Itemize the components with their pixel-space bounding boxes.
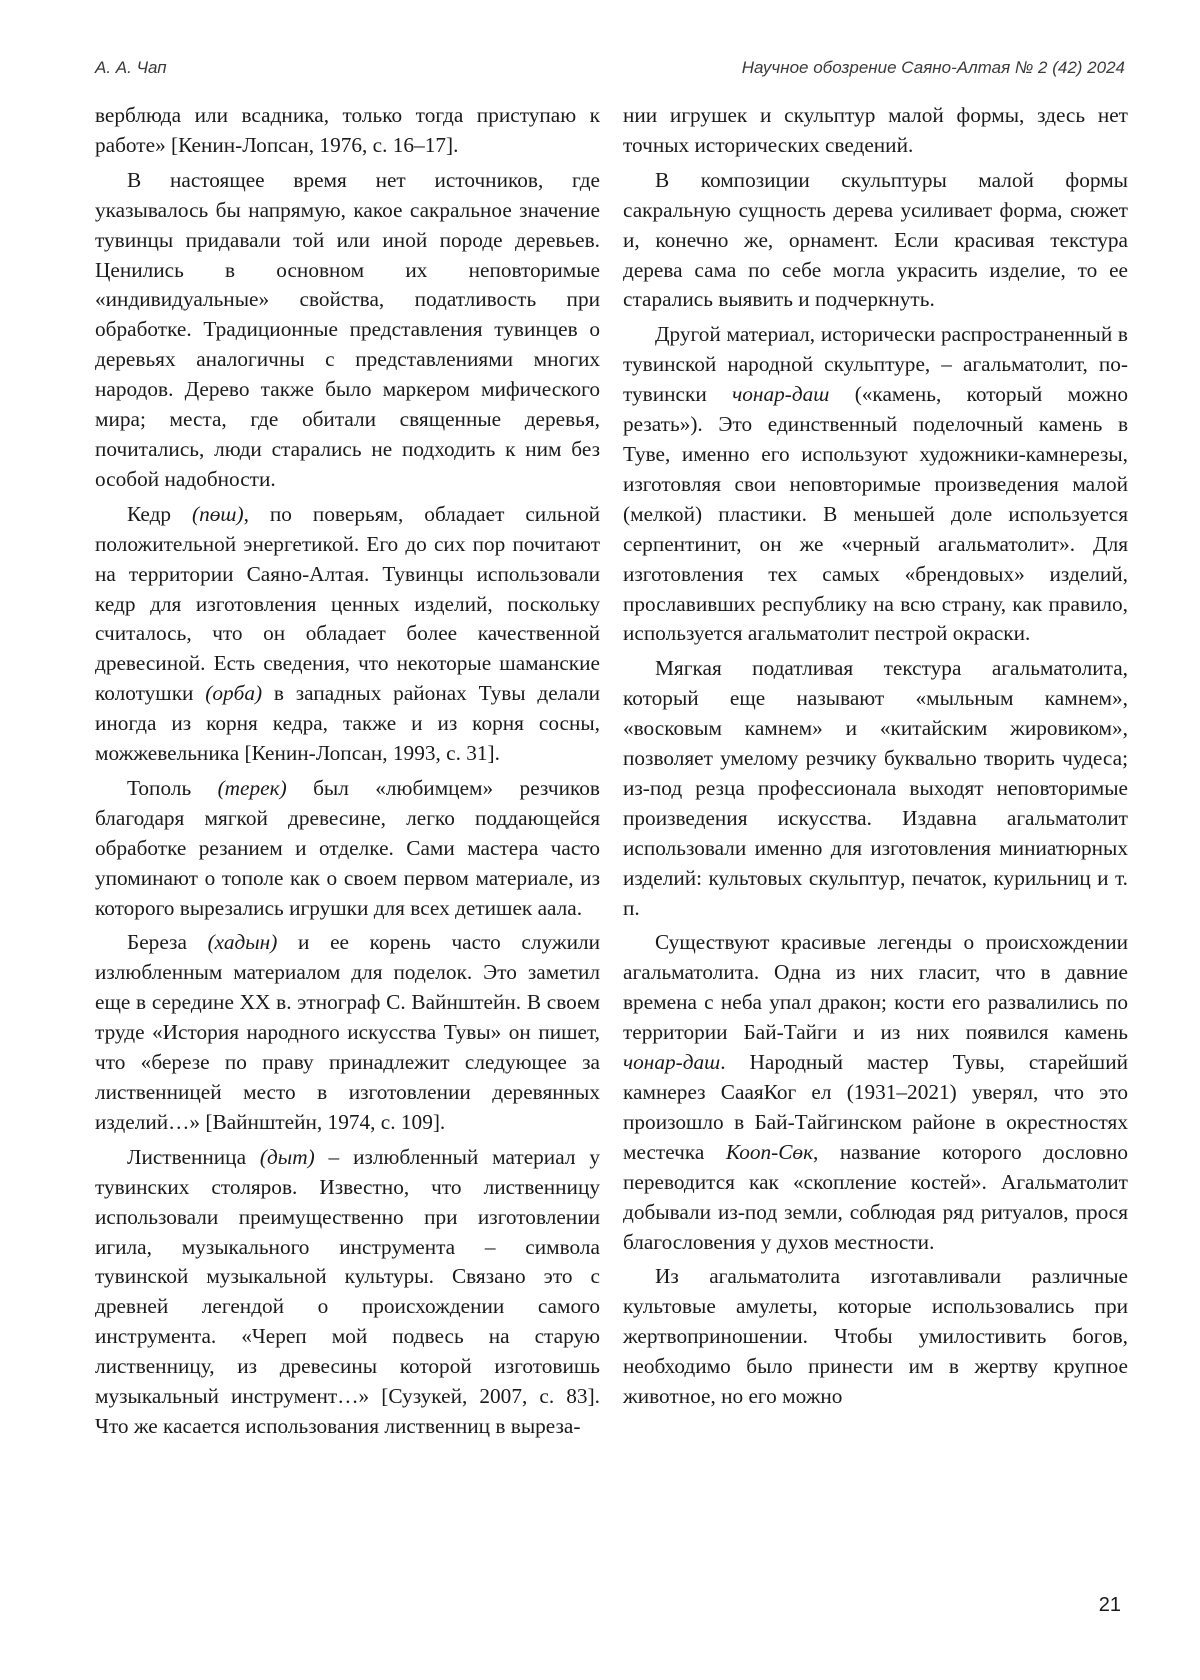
body-paragraph bbox=[95, 500, 600, 769]
running-head bbox=[95, 58, 1125, 84]
italic-term: чонар-даш bbox=[732, 382, 830, 407]
italic-term: (терек) bbox=[217, 775, 287, 800]
paragraph-text: был «любимцем» резчиков благодаря мягкой древесине, легко поддающейся обработке резанием и отделке. Сами мастера часто упоминают о тополе как о своем первом материале, из которого вырезались игрушки для всех детишек аала. bbox=[95, 775, 600, 920]
paragraph-text: – излюбленный материал у тувинских столяров. Известно, что лиственницу использовали преимущественно при изготовлении игила, музыкального инструмента – символа тувинской музыкальной культуры. Связано это с древней легендой о происхождении самого инструмента. «Череп мой подвесь на старую лиственницу, из древесины которой изготовишь музыкальный инструмент…» [Сузукей, 2007, с. 83]. Что же касается использования лиственниц в выреза- bbox=[95, 1144, 600, 1438]
body-paragraph bbox=[623, 101, 1128, 161]
paragraph-text: и ее корень часто служили излюбленным материалом для поделок. Это заметил еще в середине XX в. этнограф С. Вайнштейн. В своем труде «История народного искусства Тувы» он пишет, что «березе по праву принадлежит следующее за лиственницей место в изготовлении деревянных изделий…» [Вайнштейн, 1974, с. 109]. bbox=[95, 930, 600, 1134]
paragraph-text: Береза bbox=[127, 930, 208, 955]
running-head-author: А. А. Чап bbox=[95, 58, 167, 77]
italic-term: чонар-даш bbox=[623, 1050, 721, 1075]
body-paragraph bbox=[95, 928, 600, 1137]
page-number: 21 bbox=[1098, 1594, 1121, 1616]
body-paragraph bbox=[95, 774, 600, 924]
body-paragraph bbox=[623, 928, 1128, 1257]
paragraph-text: , по поверьям, обладает сильной положительной энергетикой. Его до сих пор почитают на территории Саяно-Алтая. Тувинцы использовали кедр для изготовления ценных изделий, поскольку считалось, что он обладает более качественной древесиной. Есть сведения, что некоторые шаманские колотушки bbox=[95, 501, 600, 706]
paragraph-text: Мягкая податливая текстура агальматолита, который еще называют «мыльным камнем», «восковым камнем» и «китайским жировиком», позволяет умелому резчику буквально творить чудеса; из-под резца профессионала выходят неповторимые произведения искусства. Издавна агальматолит использовали именно для изготовления миниатюрных изделий: культовых скульптур, печаток, курильниц и т. п. bbox=[623, 656, 1128, 920]
italic-term: Кооп-Сөк bbox=[725, 1139, 814, 1164]
body-paragraph bbox=[623, 320, 1128, 649]
paragraph-text: Из агальматолита изготавливали различные культовые амулеты, которые использовались при жертвоприношении. Чтобы умилостивить богов, необходимо было принести им в жертву крупное животное, но его можно bbox=[623, 1264, 1128, 1409]
paragraph-text: Лиственница bbox=[127, 1144, 260, 1169]
paragraph-text: в западных районах Тувы делали иногда из корня кедра, также и из корня сосны, можжевельника [Кенин-Лопсан, 1993, с. 31]. bbox=[95, 681, 600, 766]
paragraph-text: В настоящее время нет источников, где указывалось бы напрямую, какое сакральное значение тувинцы придавали той или иной породе деревьев. Ценились в основном их неповторимые «индивидуальные» свойства, податливость при обработке. Традиционные представления тувинцев о деревьях аналогичны с представлениями многих народов. Дерево также было маркером мифического мира; места, где обитали священные деревья, почитались, люди старались не подходить к ним без особой надобности. bbox=[95, 167, 600, 491]
paragraph-text: . Народный мастер Тувы, старейший камнерез СааяКог ел (1931–2021) уверял, что это произошло в Бай-Тайгинском районе в окрестностях местечка bbox=[623, 1050, 1128, 1164]
body-paragraph bbox=[95, 101, 600, 161]
body-paragraph bbox=[623, 166, 1128, 316]
paragraph-text: верблюда или всадника, только тогда приступаю к работе» [Кенин-Лопсан, 1976, с. 16–17]. bbox=[95, 103, 600, 157]
right-text-column bbox=[623, 101, 1128, 1417]
running-head-journal-title: Научное обозрение Саяно-Алтая № 2 (42) 2024 bbox=[741, 58, 1125, 77]
body-paragraph bbox=[95, 166, 600, 495]
body-paragraph bbox=[623, 654, 1128, 923]
italic-term: (дыт) bbox=[259, 1144, 315, 1169]
paragraph-text: Другой материал, исторически распространенный в тувинской народной скульптуре, – агальматолит, по-тувински bbox=[623, 322, 1128, 407]
paragraph-text: Существуют красивые легенды о происхождении агальматолита. Одна из них гласит, что в давние времена с неба упал дракон; кости его развалились по территории Бай-Тайги и из них появился камень bbox=[623, 930, 1128, 1045]
italic-term: (пөш) bbox=[192, 501, 244, 526]
paragraph-text: нии игрушек и скульптур малой формы, здесь нет точных исторических сведений. bbox=[623, 103, 1128, 157]
paragraph-text: Тополь bbox=[127, 775, 218, 800]
left-text-column bbox=[95, 101, 600, 1447]
body-paragraph bbox=[95, 1143, 600, 1442]
italic-term: (орба) bbox=[205, 681, 263, 706]
paragraph-text: В композиции скульптуры малой формы сакральную сущность дерева усиливает форма, сюжет и, конечно же, орнамент. Если красивая текстура дерева сама по себе могла украсить изделие, то ее старались выявить и подчеркнуть. bbox=[623, 167, 1128, 312]
italic-term: (хадын) bbox=[207, 930, 278, 955]
body-paragraph bbox=[623, 1262, 1128, 1412]
paragraph-text: Кедр bbox=[127, 501, 193, 526]
paragraph-text: («камень, который можно резать»). Это единственный поделочный камень в Туве, именно его используют художники-камнерезы, изготовляя свои неповторимые произведения малой (мелкой) пластики. В меньшей доле используется серпентинит, он же «черный агальматолит». Для изготовления тех самых «брендовых» изделий, прославивших республику на всю страну, как правило, используется агальматолит пестрой окраски. bbox=[623, 382, 1128, 646]
paragraph-text: , название которого дословно переводится как «скопление костей». Агальматолит добывали из-под земли, соблюдая ряд ритуалов, прося благословения у духов местности. bbox=[623, 1139, 1128, 1254]
